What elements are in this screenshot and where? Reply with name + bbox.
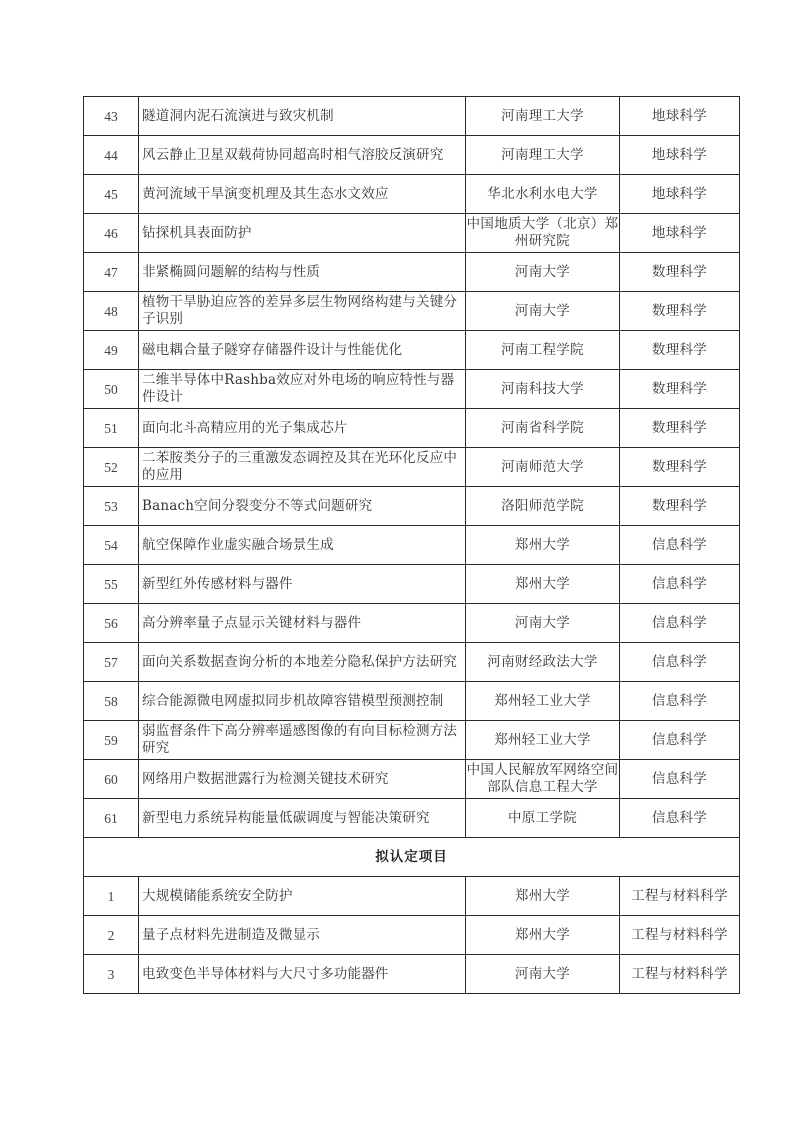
table-row [84,448,740,487]
table-row [84,916,740,955]
organization: 郑州大学 [466,877,620,916]
row-number: 54 [84,526,139,565]
table-row [84,799,740,838]
project-title: 黄河流域干旱演变机理及其生态水文效应 [139,175,466,214]
table-row [84,253,740,292]
table-row [84,97,740,136]
research-field: 地球科学 [620,214,740,253]
organization: 河南理工大学 [466,97,620,136]
research-field: 数理科学 [620,331,740,370]
table-row [84,955,740,994]
row-number: 56 [84,604,139,643]
research-field: 信息科学 [620,526,740,565]
project-title: 二苯胺类分子的三重激发态调控及其在光环化反应中的应用 [139,448,466,487]
project-title: 非紧椭圆问题解的结构与性质 [139,253,466,292]
table-row [84,604,740,643]
project-title: 大规模储能系统安全防护 [139,877,466,916]
row-number: 3 [84,955,139,994]
organization: 郑州轻工业大学 [466,721,620,760]
organization: 河南工程学院 [466,331,620,370]
table-row [84,136,740,175]
research-field: 数理科学 [620,253,740,292]
organization: 华北水利水电大学 [466,175,620,214]
table-row [84,370,740,409]
table-row [84,565,740,604]
row-number: 53 [84,487,139,526]
project-title: 面向北斗高精应用的光子集成芯片 [139,409,466,448]
row-number: 59 [84,721,139,760]
research-field: 工程与材料科学 [620,955,740,994]
project-title: 弱监督条件下高分辨率遥感图像的有向目标检测方法研究 [139,721,466,760]
research-field: 信息科学 [620,565,740,604]
table-row [84,877,740,916]
table-row [84,760,740,799]
project-title: 航空保障作业虚实融合场景生成 [139,526,466,565]
organization: 河南大学 [466,253,620,292]
project-title: 二维半导体中Rashba效应对外电场的响应特性与器件设计 [139,370,466,409]
organization: 郑州大学 [466,526,620,565]
table-row [84,331,740,370]
organization: 河南财经政法大学 [466,643,620,682]
research-field: 地球科学 [620,175,740,214]
row-number: 44 [84,136,139,175]
organization: 中国地质大学（北京）郑州研究院 [466,214,620,253]
project-table-body [84,97,740,994]
research-field: 信息科学 [620,721,740,760]
row-number: 57 [84,643,139,682]
organization: 河南理工大学 [466,136,620,175]
project-title: 植物干旱胁迫应答的差异多层生物网络构建与关键分子识别 [139,292,466,331]
row-number: 49 [84,331,139,370]
research-field: 地球科学 [620,136,740,175]
research-field: 信息科学 [620,643,740,682]
table-row [84,175,740,214]
project-title: 高分辨率量子点显示关键材料与器件 [139,604,466,643]
research-field: 数理科学 [620,292,740,331]
research-field: 工程与材料科学 [620,916,740,955]
row-number: 55 [84,565,139,604]
section-header-row [84,838,740,877]
table-row [84,526,740,565]
organization: 河南科技大学 [466,370,620,409]
row-number: 48 [84,292,139,331]
row-number: 45 [84,175,139,214]
row-number: 1 [84,877,139,916]
table-row [84,214,740,253]
project-title: 风云静止卫星双载荷协同超高时相气溶胶反演研究 [139,136,466,175]
organization: 郑州大学 [466,916,620,955]
research-field: 数理科学 [620,370,740,409]
project-title: 量子点材料先进制造及微显示 [139,916,466,955]
row-number: 47 [84,253,139,292]
row-number: 43 [84,97,139,136]
organization: 洛阳师范学院 [466,487,620,526]
project-title: 新型电力系统异构能量低碳调度与智能决策研究 [139,799,466,838]
research-field: 信息科学 [620,604,740,643]
table-row [84,409,740,448]
table-row [84,487,740,526]
project-title: 隧道洞内泥石流演进与致灾机制 [139,97,466,136]
organization: 河南大学 [466,604,620,643]
research-field: 数理科学 [620,448,740,487]
row-number: 52 [84,448,139,487]
project-title: 面向关系数据查询分析的本地差分隐私保护方法研究 [139,643,466,682]
row-number: 50 [84,370,139,409]
project-title: 电致变色半导体材料与大尺寸多功能器件 [139,955,466,994]
row-number: 60 [84,760,139,799]
project-title: 网络用户数据泄露行为检测关键技术研究 [139,760,466,799]
project-title: 新型红外传感材料与器件 [139,565,466,604]
project-title: 磁电耦合量子隧穿存储器件设计与性能优化 [139,331,466,370]
organization: 郑州大学 [466,565,620,604]
organization: 河南省科学院 [466,409,620,448]
row-number: 58 [84,682,139,721]
project-title: Banach空间分裂变分不等式问题研究 [139,487,466,526]
research-field: 数理科学 [620,487,740,526]
organization: 中原工学院 [466,799,620,838]
organization: 郑州轻工业大学 [466,682,620,721]
row-number: 2 [84,916,139,955]
table-row [84,682,740,721]
row-number: 51 [84,409,139,448]
research-field: 数理科学 [620,409,740,448]
section-header-title: 拟认定项目 [84,838,740,877]
project-title: 钻探机具表面防护 [139,214,466,253]
research-field: 工程与材料科学 [620,877,740,916]
table-row [84,721,740,760]
project-title: 综合能源微电网虚拟同步机故障容错模型预测控制 [139,682,466,721]
project-table [83,96,740,994]
research-field: 信息科学 [620,760,740,799]
row-number: 61 [84,799,139,838]
research-field: 信息科学 [620,682,740,721]
table-row [84,292,740,331]
organization: 河南大学 [466,955,620,994]
organization: 河南大学 [466,292,620,331]
table-row [84,643,740,682]
row-number: 46 [84,214,139,253]
research-field: 地球科学 [620,97,740,136]
organization: 中国人民解放军网络空间部队信息工程大学 [466,760,620,799]
organization: 河南师范大学 [466,448,620,487]
research-field: 信息科学 [620,799,740,838]
